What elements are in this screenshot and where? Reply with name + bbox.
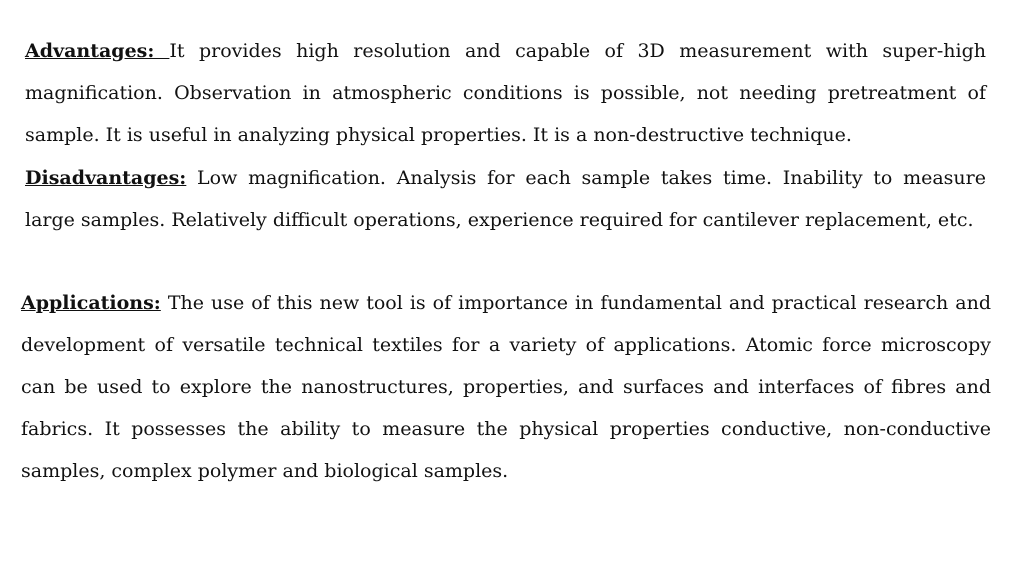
advantages-heading: Advantages: <box>25 40 170 62</box>
disadvantages-paragraph <box>25 157 986 241</box>
disadvantages-text: Low magnification. Analysis for each sample takes time. Inability to measure large samples. Relatively difficult operations, experience required for cantilever replacement, etc. <box>25 167 986 231</box>
disadvantages-heading: Disadvantages: <box>25 167 187 189</box>
applications-paragraph <box>21 282 991 492</box>
applications-text: The use of this new tool is of importance in fundamental and practical research and development of versatile technical textiles for a variety of applications. Atomic force microscopy can be used to explore the nanostructures, properties, and surfaces and interfaces of fibres and fabrics. It possesses the ability to measure the physical properties conductive, non-conductive samples, complex polymer and biological samples. <box>21 292 991 482</box>
applications-heading: Applications: <box>21 292 161 314</box>
advantages-text: It provides high resolution and capable of 3D measurement with super-high magnification. Observation in atmospheric conditions is possible, not needing pretreatment of sample. It is useful in analyzing physical properties. It is a non-destructive technique. <box>25 40 987 146</box>
advantages-paragraph <box>25 30 986 156</box>
